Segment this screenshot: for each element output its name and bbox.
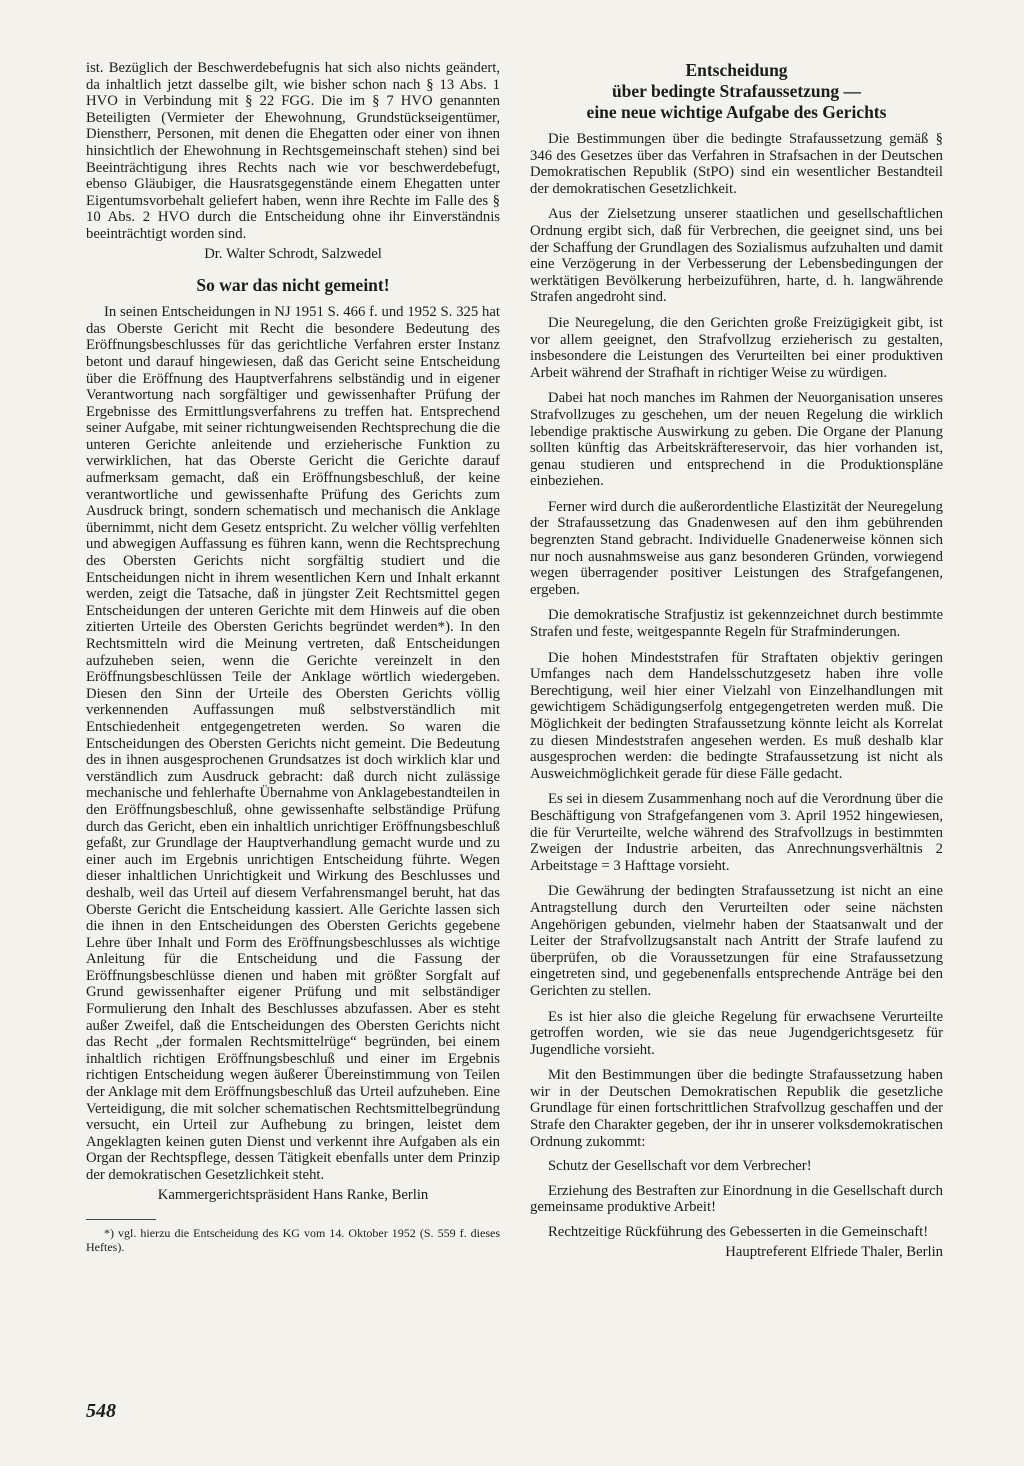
paragraph: Die demokratische Strafjustiz ist gekennzeichnet durch bestimmte Strafen und feste, weitgespannte Regeln für Strafminderungen. bbox=[530, 607, 943, 641]
paragraph: Mit den Bestimmungen über die bedingte Strafaussetzung haben wir in der Deutschen Demokratischen Republik die gesetzliche Grundlage für einen fortschrittlichen Strafvollzug geschaffen und der Strafe den Charakter gegeben, der ihr in unserer volksdemokratischen Ordnung zukommt: bbox=[530, 1067, 943, 1150]
paragraph: Aus der Zielsetzung unserer staatlichen und gesellschaftlichen Ordnung ergibt sich, daß für Verbrechen, die geeignet sind, uns bei der Schaffung der Grundlagen des Sozialismus aufzuhalten und damit eine Verzögerung in der Verbesserung der Lebensbedingungen der werktätigen Bevölkerung herbeizuführen, harte, d. h. langwährende Strafen angedroht sind. bbox=[530, 206, 943, 306]
paragraph: Die Bestimmungen über die bedingte Strafaussetzung gemäß § 346 des Gesetzes über das Verfahren in Strafsachen in der Deutschen Demokratischen Republik (StPO) sind ein wesentlicher Bestandteil der demokratischen Gesetzlichkeit. bbox=[530, 131, 943, 197]
paragraph: Es sei in diesem Zusammenhang noch auf die Verordnung über die Beschäftigung von Strafgefangenen vom 3. April 1952 hingewiesen, die für Verurteilte, welche während des Strafvollzugs in bestimmten Zweigen der Industrie arbeiten, das Anrechnungsverhältnis 2 Arbeitstage = 3 Hafttage vorsieht. bbox=[530, 791, 943, 874]
slogan: Erziehung des Bestraften zur Einordnung in die Gesellschaft durch gemeinsame produktive Arbeit! bbox=[530, 1182, 943, 1216]
paragraph: ist. Bezüglich der Beschwerdebefugnis hat sich also nichts geändert, da inhaltlich jetzt dasselbe gilt, wie bisher schon nach § 13 Abs. 1 HVO in Verbindung mit § 22 FGG. Die im § 7 HVO genannten Beteiligten (Vermieter der Ehewohnung, Grundstückseigentümer, Dienstherr, Personen, mit denen die Ehegatten oder einer von ihnen hinsichtlich der Ehewohnung in Rechtsgemeinschaft stehen) sind bei Beeinträchtigung ihres Rechts nach wie vor beschwerdebefugt, ebenso Gläubiger, die Hausratsgegenstände einem Ehegatten unter Eigentumsvorbehalt geliefert haben, wenn ihre Rechte im Falle des § 10 Abs. 2 HVO durch die Entscheidung ohne ihr Einverständnis beeinträchtigt worden sind. bbox=[86, 60, 500, 242]
article-title: So war das nicht gemeint! bbox=[196, 275, 390, 296]
paragraph: Dabei hat noch manches im Rahmen der Neuorganisation unseres Strafvollzuges zu geschehen, um der neuen Regelung die wirklich lebendige praktische Auswirkung zu geben. Die Organe der Planung sollten künftig das Arbeitskräftereservoir, das hier vorhanden ist, genau studieren und entsprechend in die Produktionspläne einbeziehen. bbox=[530, 390, 943, 490]
page-number: 548 bbox=[86, 1400, 116, 1422]
paragraph: Ferner wird durch die außerordentliche Elastizität der Neuregelung der Strafaussetzung das Gnadenwesen auf den ihm gebührenden begrenzten Stand gebracht. Individuelle Gnadenerweise können sich nur noch ausnahmsweise aus ganz besonderen Gründen, vorwiegend wegen überragender positiver Leistungen des Strafgefangenen, ergeben. bbox=[530, 498, 943, 598]
author-signature: Kammergerichtspräsident Hans Ranke, Berlin bbox=[157, 1186, 429, 1203]
left-column bbox=[86, 60, 500, 1254]
title-line: über bedingte Strafaussetzung — bbox=[611, 81, 862, 101]
paragraph: Die Gewährung der bedingten Strafaussetzung ist nicht an eine Antragstellung durch den Verurteilten oder seine nächsten Angehörigen gebunden, vielmehr haben der Staatsanwalt und der Leiter der Strafvollzugsanstalt nach Antritt der Strafe laufend zu überprüfen, ob die Voraussetzungen für eine Strafaussetzung eingetreten sind, und gegebenenfalls entsprechende Anträge bei den Gerichten zu stellen. bbox=[530, 883, 943, 999]
title-line: eine neue wichtige Aufgabe des Gerichts bbox=[586, 102, 887, 122]
paragraph: Die Neuregelung, die den Gerichten große Freizügigkeit gibt, ist vor allem geeignet, den Strafvollzug erzieherisch zu gestalten, insbesondere die Leistungen des Verurteilten bei einer produktiven Arbeit während der Strafhaft in richtiger Weise zu würdigen. bbox=[530, 314, 943, 381]
author-signature: Hauptreferent Elfriede Thaler, Berlin bbox=[725, 1243, 943, 1260]
article-title bbox=[530, 60, 943, 123]
slogan: Rechtzeitige Rückführung des Gebesserten in die Gemeinschaft! bbox=[548, 1224, 929, 1241]
paragraph: Die hohen Mindeststrafen für Straftaten objektiv geringen Umfanges nach dem Handelsschutzgesetz haben ihre volle Berechtigung, weil hier einer Vielzahl von Einzelhandlungen mit gewichtigem Schädigungserfolg entgegengetreten werden muß. Die Möglichkeit der bedingten Strafaussetzung könnte leicht als Korrelat zu diesen Mindeststrafen angesehen werden. Es muß deshalb klar ausgesprochen werden: die bedingte Strafaussetzung ist nicht als Ausweichmöglichkeit gerade für diese Fälle gedacht. bbox=[530, 649, 943, 782]
right-column bbox=[530, 60, 943, 1260]
title-line: Entscheidung bbox=[685, 60, 788, 80]
footnote-rule bbox=[86, 1219, 156, 1220]
paragraph: In seinen Entscheidungen in NJ 1951 S. 466 f. und 1952 S. 325 hat das Oberste Gericht mit Recht die besondere Bedeutung des Eröffnungsbeschlusses für das gerichtliche Verfahren erster Instanz betont und darauf hingewiesen, daß das Gericht seine Entscheidung über die Eröffnung des Hauptverfahrens selbständig und in eigener Verantwortung nach sorgfältiger und gewissenhafter Prüfung der Ergebnisse des Ermittlungsverfahrens zu treffen hat. Entsprechend seiner Aufgabe, mit seiner richtungweisenden Rechtsprechung die die unteren Gerichte anleitende und erzieherische Funktion zu verwirklichen, hat das Oberste Gericht die Gerichte darauf aufmerksam gemacht, daß ein Eröffnungsbeschluß, der keine verantwortliche und gewissenhafte Prüfung des Gerichts zum Ausdruck bringt, sondern schematisch und mechanisch die Anklage übernimmt, nicht dem Gesetz entspricht. Zu welcher völlig verfehlten und abwegigen Auffassung es führen kann, wenn die Rechtsprechung des Obersten Gerichts nicht sorgfältig studiert und die Entscheidungen nicht in ihrem wesentlichen Kern und Inhalt erkannt werden, zeigt die Tatsache, daß in jüngster Zeit Rechtsmittel gegen Entscheidungen der unteren Gerichte mit dem Hinweis auf die oben zitierten Urteile des Obersten Gerichts begründet werden*). In den Rechtsmitteln wird die Meinung vertreten, daß Entscheidungen aufzuheben seien, wenn die Gerichte vereinzelt in den Eröffnungsbeschlüssen Teile der Anklage wörtlich wiedergeben. Diesen den Sinn der Urteile des Obersten Gerichts völlig verkennenden Auffassungen muß selbstverständlich mit Entschiedenheit entgegengetreten werden. So waren die Entscheidungen des Obersten Gerichts nicht gemeint. Die Bedeutung des in ihnen ausgesprochenen Grundsatzes ist doch wirklich klar und verständlich zum Ausdruck gebracht: daß durch nicht zulässige mechanische und fehlerhafte Übernahme von Anklagebestandteilen in den Eröffnungsbeschluß, ohne gewissenhafte selbständige Prüfung durch das Gericht, eben ein inhaltlich unrichtiger Eröffnungsbeschluß gefaßt, zur Grundlage der Hauptverhandlung gemacht wurde und zu einer auch im Ergebnis unrichtigen Entscheidung führte. Wegen dieser inhaltlichen Unrichtigkeit und Wirkung des Beschlusses und deshalb, weil das Urteil auf diesem Verfahrensmangel beruht, hat das Oberste Gericht die Entscheidung kassiert. Alle Gerichte lassen sich die ihnen in den Entscheidungen des Obersten Gerichts gegebene Lehre über Inhalt und Form des Eröffnungsbeschlusses als wichtige Anleitung für die Entscheidung und die Fassung der Eröffnungsbeschlüsse dienen und haben mit größter Sorgfalt auf Grund gewissenhafter eigener Prüfung und mit selbständiger Formulierung den Inhalt des Beschlusses abzufassen. Aber es steht außer Zweifel, daß die Entscheidungen des Obersten Gerichts nicht das Recht „der formalen Rechtsmittelrüge“ begründen, bei einem inhaltlich richtigen Eröffnungsbeschluß und einer im Ergebnis richtigen Entscheidung wegen äußerer Übereinstimmung von Teilen der Anklage mit dem Eröffnungsbeschluß das Urteil aufzuheben. Eine Verteidigung, die mit solcher schematischen Rechtsmittelbegründung versucht, ein Urteil zur Aufhebung zu bringen, leistet dem Angeklagten keinen guten Dienst und verkennt ihre Aufgaben als ein Organ der Rechtspflege, dessen Tätigkeit ebenfalls unter dem Prinzip der demokratischen Gesetzlichkeit steht. bbox=[86, 304, 500, 1183]
footnote: *) vgl. hierzu die Entscheidung des KG vom 14. Oktober 1952 (S. 559 f. dieses Heftes). bbox=[86, 1226, 500, 1255]
paragraph: Es ist hier also die gleiche Regelung für erwachsene Verurteilte getroffen worden, wie sie das neue Jugendgerichtsgesetz für Jugendliche vorsieht. bbox=[530, 1008, 943, 1058]
slogan: Schutz der Gesellschaft vor dem Verbrecher! bbox=[548, 1158, 812, 1175]
author-signature: Dr. Walter Schrodt, Salzwedel bbox=[204, 245, 382, 262]
